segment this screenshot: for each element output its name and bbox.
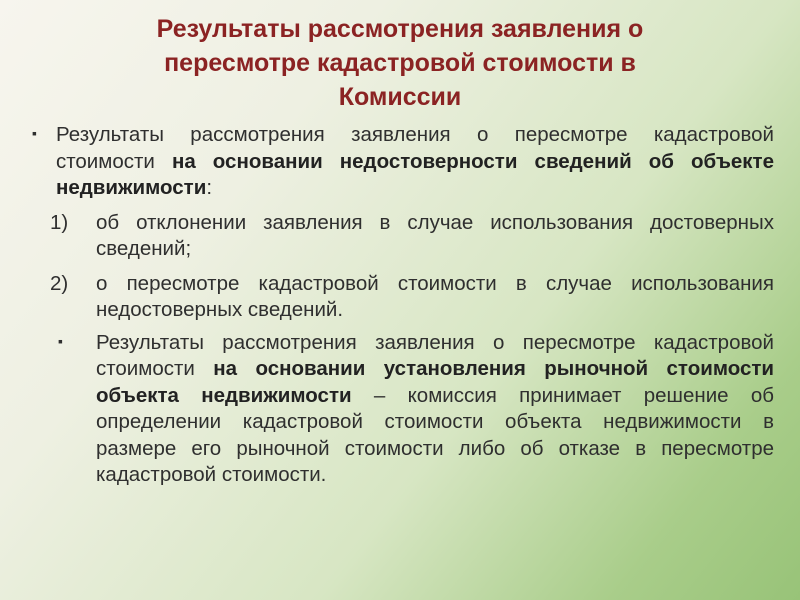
bullet-item-2 xyxy=(28,330,774,489)
square-bullet-icon: ▪ xyxy=(32,125,37,141)
title-line-3: Комиссии xyxy=(338,83,462,111)
bullet-item-1 xyxy=(28,122,774,202)
numbered-item-2 xyxy=(28,271,774,324)
numbered-item-1-text: об отклонении заявления в случае использования достоверных сведений; xyxy=(96,210,774,260)
slide-title xyxy=(40,12,760,114)
numbered-item-1-number: 1) xyxy=(50,210,69,234)
title-line-2: пересмотре кадастровой стоимости в xyxy=(164,49,636,77)
numbered-item-2-number: 2) xyxy=(50,271,69,295)
square-bullet-icon: ▪ xyxy=(58,332,63,349)
slide-content xyxy=(28,122,774,489)
bullet-1-text: Результаты рассмотрения заявления о пересмотре кадастровой стоимости xyxy=(56,123,774,173)
bullet-1-text-end: : xyxy=(206,176,213,199)
bullet-2-text: Результаты рассмотрения заявления о пересмотре кадастровой стоимости xyxy=(96,330,774,380)
bullet-2-bold-text: на основании установления рыночной стоимости объекта недвижимости xyxy=(96,357,775,407)
bullet-2-text-end: – комиссия принимает решение об определении кадастровой стоимости объекта недвижимости в размере его рыночной стоимости либо об отказе в пересмотре кадастровой стоимости. xyxy=(96,383,774,486)
title-line-1: Результаты рассмотрения заявления о xyxy=(156,15,644,43)
numbered-item-2-text: о пересмотре кадастровой стоимости в случае использования недостоверных сведений. xyxy=(96,271,774,321)
bullet-1-bold-text: на основании недостоверности сведений об объекте недвижимости xyxy=(56,149,774,199)
numbered-item-1 xyxy=(28,210,774,263)
